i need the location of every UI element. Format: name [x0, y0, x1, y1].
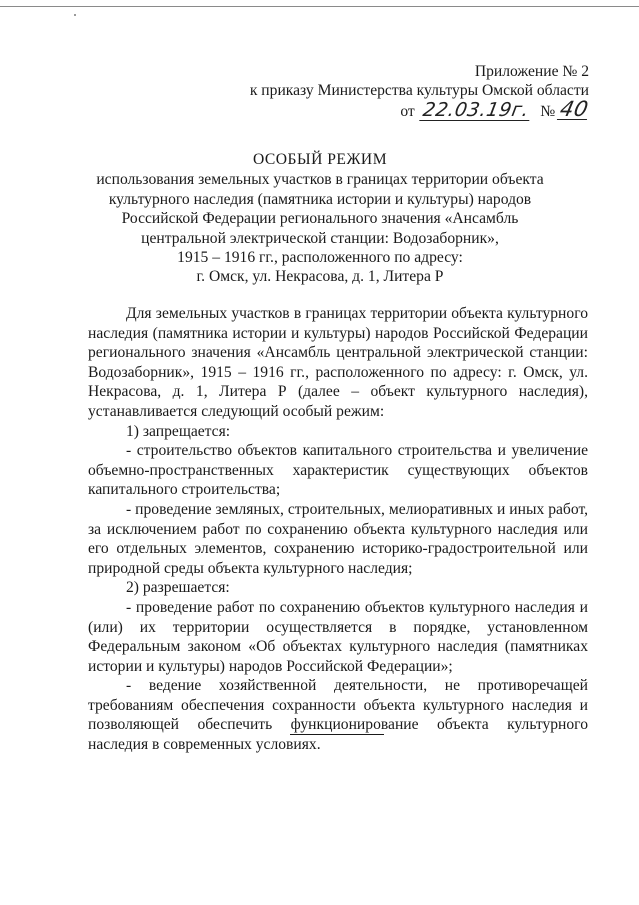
order-reference: к приказу Министерства культуры Омской области: [249, 82, 589, 99]
title-line: культурного наследия (памятника истории и культуры) народов: [108, 190, 532, 208]
order-date-prefix: от: [400, 103, 415, 120]
appendix-header: [169, 62, 589, 122]
title-line: г. Омск, ул. Некрасова, д. 1, Литера Р: [196, 268, 444, 286]
order-number-label: №: [540, 103, 556, 120]
title-line: Российской Федерации регионального значения «Ансамбль: [121, 210, 519, 228]
title-line: 1915 – 1916 гг., расположенного по адресу:: [177, 249, 463, 267]
permitted-item: - ведение хозяйственной деятельности, не противоречащей требованиям обеспечения сохранности объекта культурного наследия и позволяющей обеспечить функционирование объекта культурного наследия в современных условиях.: [88, 677, 588, 754]
title-line: использования земельных участков в границах территории объекта: [96, 171, 544, 189]
end-separator-line: [290, 734, 384, 735]
handwritten-order-date: 22.03.19г.: [420, 99, 531, 121]
handwritten-order-number: 40: [557, 97, 591, 121]
intro-paragraph: Для земельных участков в границах территории объекта культурного наследия (памятника истории и культуры) народов Российской Федерации регионального значения «Ансамбль центральной электрической станции: Водозаборник», 1915 – 1916 гг., расположенного по адресу: г. Омск, ул. Некрасова, д. 1, Литера Р (далее – объект культурного наследия), устанавливается следующий особый режим:: [88, 305, 588, 420]
title-heading: ОСОБЫЙ РЕЖИМ: [252, 151, 388, 168]
scan-speck: [74, 14, 76, 16]
prohibited-item: - проведение земляных, строительных, мелиоративных и иных работ, за исключением работ по сохранению объекта культурного наследия или его отдельных элементов, сохранению историко-градостроительной или природной среды объекта культурного наследия;: [88, 500, 588, 577]
section-prohibited-heading: 1) запрещается:: [126, 422, 231, 440]
title-line: центральной электрической станции: Водозаборник»,: [141, 229, 499, 247]
document-title: [80, 150, 560, 287]
permitted-item: - проведение работ по сохранению объектов культурного наследия и (или) их территории осуществляется в порядке, установленном Федеральным законом «Об объектах культурного наследия (памятниках истории и культуры) народов Российской Федерации»;: [88, 598, 588, 675]
appendix-number: Приложение № 2: [474, 63, 589, 80]
prohibited-item: - строительство объектов капитального строительства и увеличение объемно-пространственных характеристик существующих объектов капитального строительства;: [88, 442, 588, 499]
document-body: [88, 304, 588, 755]
section-permitted-heading: 2) разрешается:: [126, 579, 230, 597]
scan-edge-line: [0, 6, 639, 7]
order-date-number-line: [169, 97, 591, 122]
